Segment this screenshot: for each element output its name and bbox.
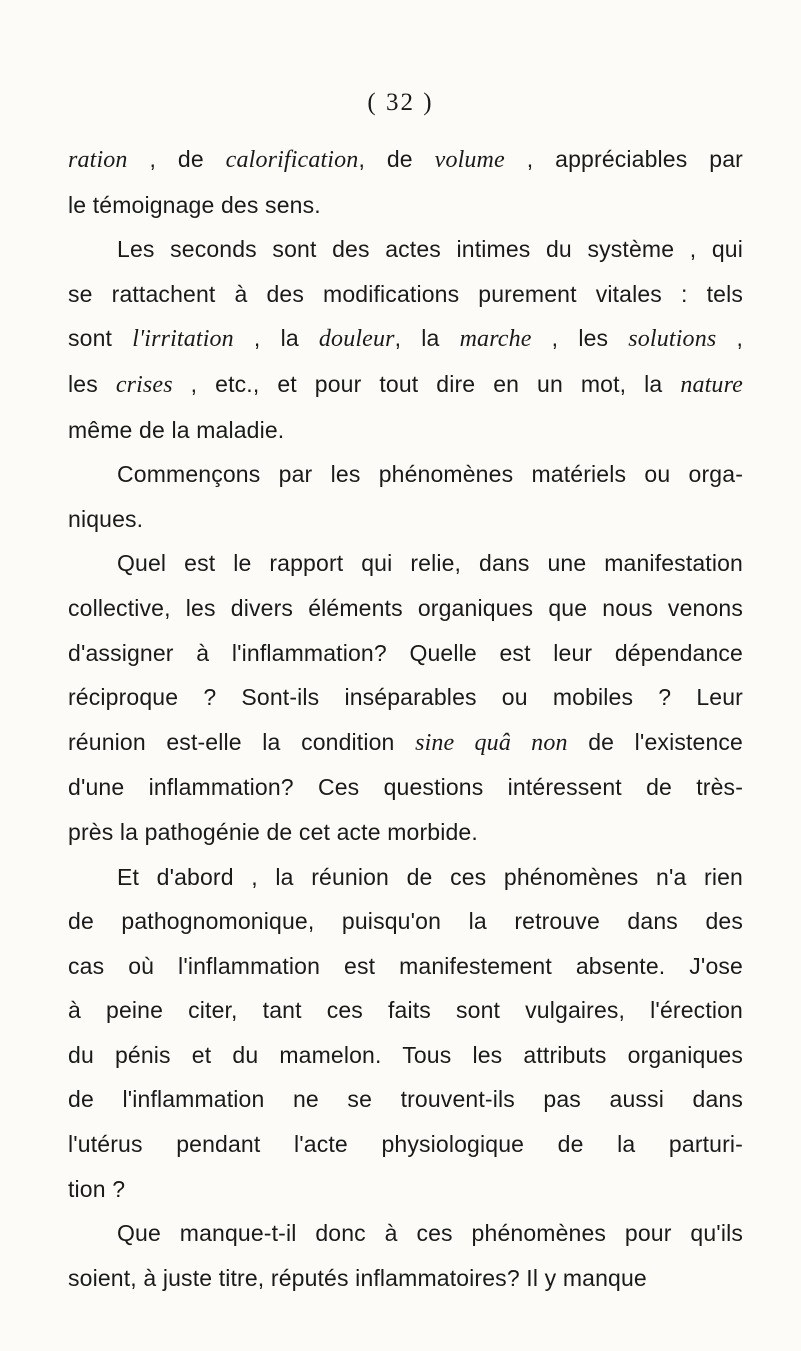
text-run: , de <box>358 146 435 172</box>
text-run: se rattachent à des modifications purement vitales : tels <box>68 280 743 307</box>
text-run: les <box>68 370 116 397</box>
text-line <box>68 316 743 362</box>
paragraph <box>68 1211 743 1300</box>
text-line <box>68 183 743 228</box>
italic-term: douleur <box>318 326 395 353</box>
italic-term: nature <box>680 371 743 398</box>
text-line <box>68 272 743 317</box>
italic-term: marche <box>459 326 532 353</box>
text-line <box>68 720 743 766</box>
text-run: même de la maladie. <box>68 416 285 443</box>
paragraph <box>68 137 743 227</box>
text-line <box>68 675 743 720</box>
body-text <box>68 137 743 1300</box>
text-line <box>68 1167 743 1212</box>
text-run: cas où l'inflammation est manifestement absente. J'ose <box>68 952 743 979</box>
text-run: Quel est le rapport qui relie, dans une manifestation <box>117 550 743 577</box>
text-run: , la <box>233 325 319 352</box>
text-run: Et d'abord , la réunion de ces phénomènes n'a rien <box>117 863 743 890</box>
text-run: , les <box>531 325 629 352</box>
text-run: , la <box>394 325 460 352</box>
italic-term: l'irritation <box>132 326 234 353</box>
text-line <box>68 1077 743 1122</box>
page-number: ( 32 ) <box>367 89 434 116</box>
text-run: de pathognomonique, puisqu'on la retrouve dans des <box>68 908 743 935</box>
text-run: de l'inflammation ne se trouvent-ils pas aussi dans <box>68 1086 743 1113</box>
paragraph <box>68 452 743 541</box>
text-line <box>68 362 743 408</box>
text-line <box>68 988 743 1033</box>
text-line <box>68 1033 743 1078</box>
italic-term: ration <box>68 147 128 173</box>
text-run: , <box>716 325 743 352</box>
text-run: le témoignage des sens. <box>68 191 321 218</box>
text-line <box>68 227 743 272</box>
paragraph <box>68 227 743 452</box>
text-line <box>68 944 743 989</box>
italic-term: volume <box>434 147 505 173</box>
text-run: Que manque-t-il donc à ces phénomènes pour qu'ils <box>117 1220 743 1247</box>
paragraph <box>68 541 743 854</box>
italic-term: sine quâ non <box>415 729 568 756</box>
text-run: l'utérus pendant l'acte physiologique de la parturi- <box>68 1131 743 1158</box>
text-run: sont <box>68 325 133 352</box>
text-line <box>68 1122 743 1167</box>
text-line <box>68 497 743 542</box>
italic-term: calorification <box>225 147 359 173</box>
text-run: à peine citer, tant ces faits sont vulgaires, l'érection <box>68 997 743 1024</box>
text-run: , etc., et pour tout dire en un mot, la <box>172 370 681 397</box>
text-line <box>68 899 743 944</box>
text-run: soient, à juste titre, réputés inflammatoires? Il y manque <box>68 1264 647 1291</box>
text-line <box>68 541 743 586</box>
text-line <box>68 586 743 631</box>
text-run: niques. <box>68 505 144 532</box>
text-line <box>68 1211 743 1256</box>
text-run: de l'existence <box>567 728 743 755</box>
text-line <box>68 408 743 453</box>
text-line <box>68 855 743 900</box>
text-run: Les seconds sont des actes intimes du système , qui <box>117 236 743 263</box>
text-line <box>68 631 743 676</box>
text-run: près la pathogénie de cet acte morbide. <box>68 818 478 845</box>
text-line <box>68 137 743 183</box>
text-run: , de <box>127 146 226 172</box>
text-line <box>68 452 743 497</box>
italic-term: crises <box>115 371 173 398</box>
text-run: d'assigner à l'inflammation? Quelle est leur dépendance <box>68 639 743 666</box>
text-line <box>68 1256 743 1301</box>
italic-term: solutions <box>628 326 717 353</box>
text-run: du pénis et du mamelon. Tous les attributs organiques <box>68 1041 743 1068</box>
text-run: Commençons par les phénomènes matériels ou orga- <box>117 461 743 488</box>
paragraph <box>68 855 743 1212</box>
text-run: d'une inflammation? Ces questions intéressent de très- <box>68 774 743 801</box>
text-run: , appréciables par <box>504 146 743 172</box>
text-line <box>68 765 743 810</box>
text-line <box>68 810 743 855</box>
text-run: réunion est-elle la condition <box>68 728 416 755</box>
text-run: réciproque ? Sont-ils inséparables ou mobiles ? Leur <box>68 684 743 711</box>
text-run: collective, les divers éléments organiques que nous venons <box>68 594 743 621</box>
text-run: tion ? <box>68 1175 126 1202</box>
